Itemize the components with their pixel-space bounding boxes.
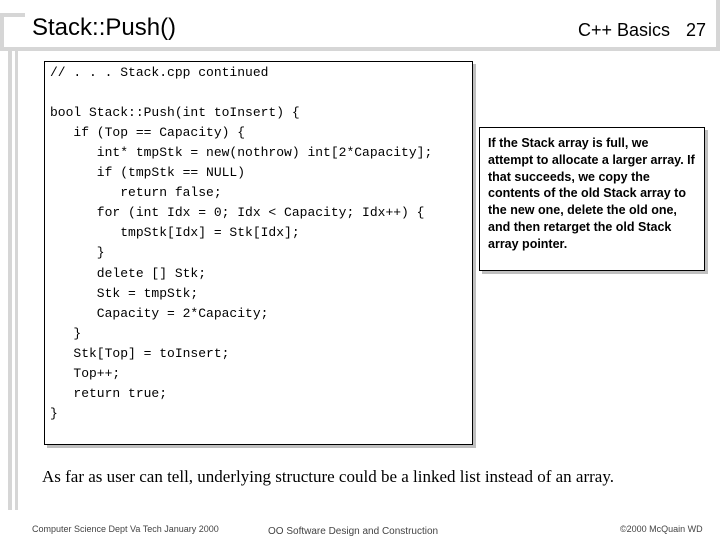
footer-course-title: OO Software Design and Construction bbox=[268, 526, 439, 537]
code-line: int* tmpStk = new(nothrow) int[2*Capacity]; bbox=[50, 145, 433, 160]
summary-text: As far as user can tell, underlying structure could be a linked list instead of an array. bbox=[42, 467, 614, 486]
code-line: bool Stack::Push(int toInsert) { bbox=[50, 105, 300, 120]
slide-left-frame bbox=[0, 13, 25, 510]
code-line: Stk = tmpStk; bbox=[50, 286, 199, 301]
frame-bar bbox=[8, 51, 12, 510]
course-name: C++ Basics bbox=[578, 20, 671, 40]
code-line: if (Top == Capacity) { bbox=[50, 125, 246, 140]
code-line: } bbox=[50, 406, 58, 421]
code-line: // . . . Stack.cpp continued bbox=[50, 65, 269, 80]
code-line: Stk[Top] = toInsert; bbox=[50, 346, 230, 361]
code-listing bbox=[44, 61, 473, 445]
page-number: 27 bbox=[686, 20, 707, 40]
frame-bar bbox=[716, 0, 720, 47]
code-line: Capacity = 2*Capacity; bbox=[50, 306, 269, 321]
code-line: } bbox=[50, 245, 105, 260]
code-line: } bbox=[50, 326, 82, 341]
slide-title: Stack::Push() bbox=[32, 14, 177, 41]
footer-copyright: ©2000 McQuain WD bbox=[620, 524, 703, 534]
callout-note-text: If the Stack array is full, we attempt to allocate a larger array. If that succeeds, we copy the contents of the old Stack array to the new one, delete the old one, and then retarget the old Stack array pointer. bbox=[488, 136, 695, 251]
code-line: return false; bbox=[50, 185, 222, 200]
frame-bar bbox=[4, 47, 720, 51]
code-line: delete [] Stk; bbox=[50, 266, 207, 281]
code-line: return true; bbox=[50, 386, 168, 401]
footer-department: Computer Science Dept Va Tech January 2000 bbox=[32, 524, 219, 534]
code-line: Top++; bbox=[50, 366, 121, 381]
code-line: if (tmpStk == NULL) bbox=[50, 165, 246, 180]
code-line: for (int Idx = 0; Idx < Capacity; Idx++) { bbox=[50, 205, 425, 220]
callout-note bbox=[479, 127, 705, 271]
code-line: tmpStk[Idx] = Stk[Idx]; bbox=[50, 225, 300, 240]
frame-bar bbox=[15, 51, 18, 510]
